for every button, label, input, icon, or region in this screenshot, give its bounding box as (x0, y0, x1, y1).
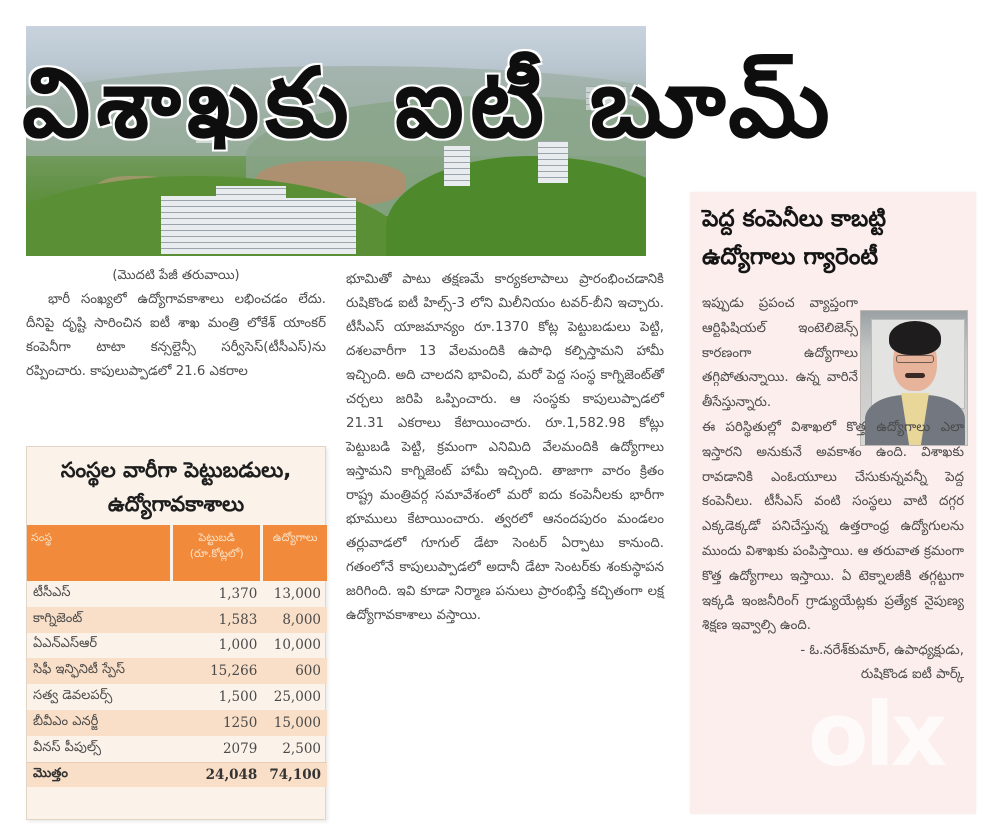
headline: విశాఖకు ఐటీ బూమ్ (22, 47, 836, 159)
investment-value: 1,583 (173, 607, 263, 633)
sidebar-intro: ఇప్పుడు ప్రపంచ వ్యాప్తంగా ఆర్టిఫిషియల్ ఇంటెలిజెన్స్ కారణంగా ఉద్యోగాలు తగ్గిపోతున్నాయి. ఉన్న వారినే తీసేస్తున్నారు. (702, 296, 858, 411)
jobs-value: 25,000 (273, 689, 321, 706)
table-header-row (27, 525, 327, 581)
jobs-value: 600 (263, 658, 327, 684)
company-name: ఏఎన్ఎస్ఆర్ (33, 636, 98, 652)
byline-name: - ఓ.నరేశ్‌కుమార్, ఉపాధ్యక్షుడు, (800, 643, 964, 659)
company-name: సిఫీ ఇన్ఫినిటీ స్పేస్ (27, 658, 173, 684)
photo-building (161, 196, 221, 254)
table-row (27, 581, 327, 607)
investment-table-box (26, 446, 326, 820)
table-row (27, 710, 327, 736)
jobs-value: 8,000 (263, 607, 327, 633)
investment-table (27, 525, 327, 787)
investment-value: 1,000 (218, 637, 258, 654)
continued-label: (మొదటి పేజీ తరువాయి) (112, 268, 240, 283)
jobs-value: 2,500 (282, 740, 321, 757)
company-name: బీవీఎం ఎనర్జీ (27, 710, 173, 736)
table-title-line1: సంస్థల వారీగా పెట్టుబడులు, (60, 458, 292, 482)
company-name: టీసీఎస్ (33, 584, 71, 600)
investment-value: 2079 (222, 740, 258, 757)
investment-value: 15,266 (173, 658, 263, 684)
jobs-value: 10,000 (273, 637, 321, 654)
table-title-line2: ఉద్యోగావకాశాలు (107, 492, 245, 516)
investment-value: 1250 (173, 710, 263, 736)
article-paragraph: భారీ సంఖ్యలో ఉద్యోగావకాశాలు లభించడం లేదు. దీనిపై దృష్టి సారించిన ఐటీ శాఖ మంత్రి లోకేశ్ యాంకర్ కంపెనీగా టాటా కన్సల్టెన్సీ సర్వీసెస్(టీసీఎస్)ను రప్పించారు. కాపులుప్పాడలో 21.6 ఎకరాల (26, 292, 326, 379)
column-header-investment: పెట్టుబడి (రూ.కోట్లలో) (173, 525, 263, 581)
table-title (27, 447, 325, 521)
total-jobs: 74,100 (263, 762, 327, 788)
jobs-value: 15,000 (263, 710, 327, 736)
total-investment: 24,048 (173, 762, 263, 788)
table-row (27, 607, 327, 633)
column-header-company: సంస్థ (27, 525, 173, 581)
company-name: కాగ్నిజెంట్ (27, 607, 173, 633)
column-header-jobs: ఉద్యోగాలు (263, 525, 327, 581)
investment-value: 1,500 (218, 689, 258, 706)
jobs-value: 13,000 (273, 585, 321, 602)
table-row (27, 658, 327, 684)
olx-watermark-logo: olx (808, 683, 944, 786)
middle-column (346, 268, 664, 628)
table-row (27, 736, 327, 762)
investment-value: 1,370 (218, 585, 258, 602)
photo-building (216, 186, 286, 254)
left-column (26, 264, 326, 384)
sidebar-title-line2: ఉద్యోగాలు గ్యారెంటీ (702, 244, 879, 270)
sidebar-body (702, 292, 964, 687)
photo-building (281, 198, 356, 254)
table-row (27, 684, 327, 710)
sidebar-paragraph: ఈ పరిస్థితుల్లో విశాఖలో కొత్త ఉద్యోగాలు ఎలా ఇస్తారని అనుకునే అవకాశం ఉంది. విశాఖకు రావడానికి ఎంఓయూలు చేసుకున్నవన్నీ పెద్ద కంపెనీలు. టీసీఎస్ వంటి సంస్థలు వాటి దగ్గర ఎక్కడెక్కడో పనిచేస్తున్న ఉత్తరాంధ్ర ఉద్యోగులను ముందు విశాఖకు పంపిస్తాయి. ఆ తరువాత క్రమంగా కొత్త ఉద్యోగాలు ఇస్తాయి. ఏ టెక్నాలజీకి తగ్గట్టుగా ఇక్కడి ఇంజనీరింగ్ గ్రాడ్యుయేట్లకు ప్రత్యేక నైపుణ్య శిక్షణ ఇవ్వాల్సి ఉంది. (702, 419, 964, 634)
sidebar-title-line1: పెద్ద కంపెనీలు కాబట్టి (702, 206, 886, 232)
company-name: వీనస్ పీపుల్స్ (33, 739, 102, 755)
article-paragraph: భూమితో పాటు తక్షణమే కార్యకలాపాలు ప్రారంభించడానికి రుషికొండ ఐటీ హిల్స్-3 లోని మిలీనియం టవర్-బీని ఇచ్చారు. టీసీఎస్ యాజమాన్యం రూ.1370 కోట్ల పెట్టుబడులు పెట్టి, దశలవారీగా 13 వేలమందికి ఉపాధి కల్పిస్తామని హామీ ఇచ్చింది. అది చాలదని భావించి, మరో పెద్ద సంస్థ కాగ్నిజెంట్‌తో చర్చలు జరిపి ఒప్పించారు. ఆ సంస్థకు కాపులుప్పాడలో 21.31 ఎకరాలు కేటాయించారు. రూ.1,582.98 కోట్లు పెట్టుబడి పెట్టి, క్రమంగా ఎనిమిది వేలమందికి ఉద్యోగాలు ఇస్తామని కాగ్నిజెంట్ హామీ ఇచ్చింది. తాజాగా వారం క్రితం రాష్ట్ర మంత్రివర్గ సమావేశంలో మరో ఐదు కంపెనీలకు భారీగా భూములు కేటాయించారు. త్వరలో ఆనందపురం మండలం తర్లువాడలో గూగుల్ డేటా సెంటర్ ఏర్పాటు కానుంది. గతంలోనే కాపులుప్పాడలో అదానీ డేటా సెంటర్‌కు శంకుస్థాపన జరిగింది. ఇవి కూడా నిర్మాణ పనులు ప్రారంభిస్తే కచ్చితంగా లక్ష ఉద్యోగావకాశాలు వస్తాయి. (346, 272, 664, 623)
company-name: సత్వ డెవలపర్స్ (33, 688, 113, 704)
sidebar-title (690, 192, 976, 276)
byline-affiliation: రుషికొండ ఐటీ పార్క్ (860, 667, 964, 683)
table-total-row (27, 762, 327, 788)
total-label: మొత్తం (27, 762, 173, 788)
table-row (27, 633, 327, 659)
